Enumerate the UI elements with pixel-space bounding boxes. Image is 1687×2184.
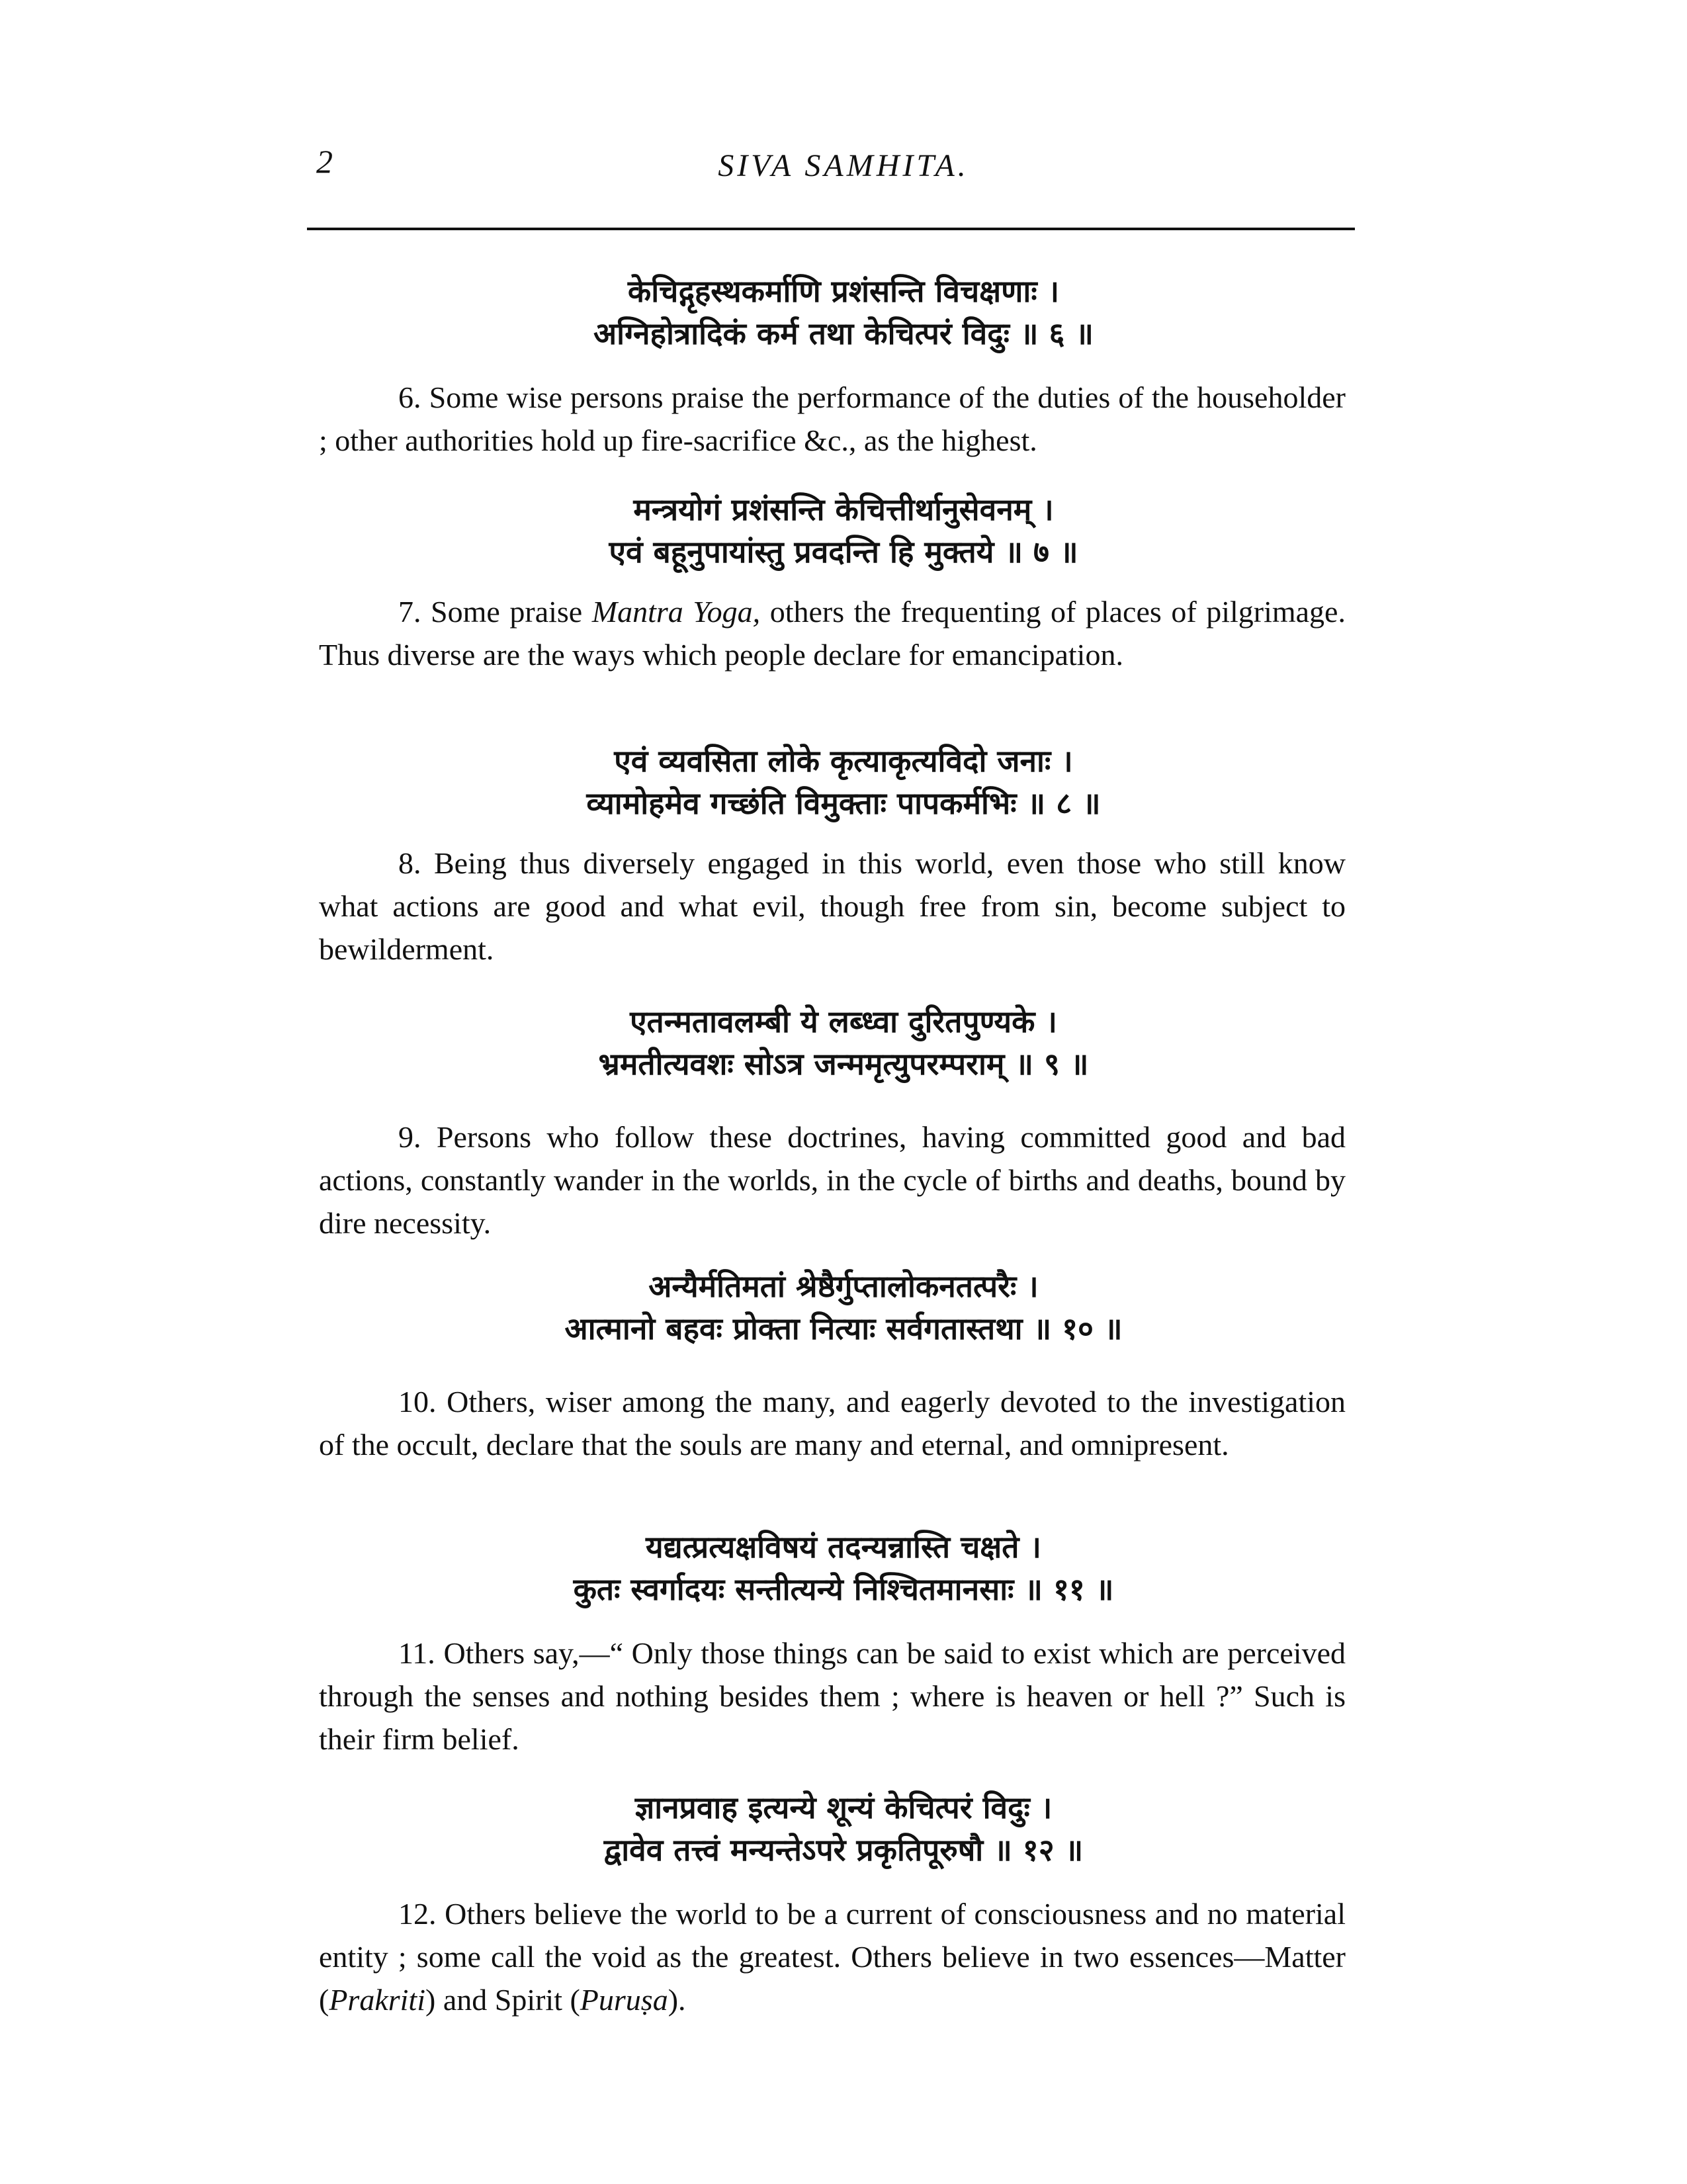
verse-6 — [0, 270, 1687, 355]
translation-text: ) and Spirit ( — [425, 1983, 580, 2017]
translation-text: Some praise — [431, 595, 592, 629]
verse-line: एतन्मतावलम्बी ये लब्ध्वा दुरितपुण्यके । — [630, 1004, 1057, 1039]
translation-text: Others, wiser among the many, and eagerly devoted to the investigation of the occult, declare that the souls are many and eternal, and omnipresent. — [319, 1385, 1346, 1462]
verse-line: कुतः स्वर्गादयः सन्तीत्यन्ये निश्चितमानसाः ॥ ११ ॥ — [573, 1571, 1114, 1607]
translation-text: ). — [668, 1983, 686, 2017]
translation-italic: Mantra Yoga, — [591, 595, 761, 629]
translation-10 — [319, 1380, 1346, 1466]
verse-number: 9. — [398, 1120, 421, 1154]
translation-11 — [319, 1632, 1346, 1761]
verse-7 — [0, 488, 1687, 573]
verse-number: 7. — [398, 595, 421, 629]
translation-7 — [319, 590, 1346, 676]
verse-9 — [0, 1000, 1687, 1085]
verse-12 — [0, 1786, 1687, 1871]
translation-italic: Prakriti — [329, 1983, 425, 2017]
translation-text: Being thus diversely engaged in this world, even those who still know what actions are good and what evil, though free from sin, become subject to bewilderment. — [319, 846, 1346, 966]
verse-number: 8. — [398, 846, 421, 880]
translation-6 — [319, 376, 1346, 462]
verse-line: भ्रमतीत्यवशः सोऽत्र जन्ममृत्युपरम्पराम् ॥ ९ ॥ — [598, 1046, 1089, 1082]
verse-line: केचिद्गृहस्थकर्माणि प्रशंसन्ति विचक्षणाः । — [627, 273, 1060, 309]
translation-text: Some wise persons praise the performance of the duties of the householder ; other authorities hold up fire-sacrifice &c., as the highest. — [319, 380, 1346, 457]
verse-number: 12. — [398, 1897, 437, 1931]
translation-text: others the frequenting of places of pilgrimage. Thus diverse are the ways which people declare for emancipation. — [319, 595, 1346, 672]
verse-line: ज्ञानप्रवाह इत्यन्ये शून्यं केचित्परं विदुः । — [634, 1790, 1053, 1825]
translation-text: Others believe the world to be a current of consciousness and no material entity ; some call the void as the greatest. Others believe in two essences—Matter ( — [319, 1897, 1346, 2017]
page-number: 2 — [316, 143, 333, 180]
running-title: SIVA SAMHITA. — [718, 148, 969, 183]
verse-line: अन्यैर्मतिमतां श्रेष्ठैर्गुप्तालोकनतत्परैः । — [648, 1268, 1039, 1304]
verse-8 — [0, 740, 1687, 824]
verse-line: आत्मानो बहवः प्रोक्ता नित्याः सर्वगतास्तथा ॥ १० ॥ — [564, 1311, 1123, 1346]
translation-8 — [319, 842, 1346, 971]
verse-line: व्यामोहमेव गच्छंति विमुक्ताः पापकर्मभिः ॥ ८ ॥ — [586, 785, 1101, 821]
verse-line: एवं व्यवसिता लोके कृत्याकृत्यविदो जनाः । — [614, 743, 1073, 779]
verse-number: 6. — [398, 380, 421, 414]
header-rule — [307, 228, 1355, 230]
translation-text: Others say,—“ Only those things can be said to exist which are perceived through the senses and nothing besides them ; where is heaven or hell ?” Such is their firm belief. — [319, 1636, 1346, 1756]
verse-line: अग्निहोत्रादिकं कर्म तथा केचित्परं विदुः ॥ ६ ॥ — [593, 316, 1094, 351]
verse-number: 10. — [398, 1385, 437, 1419]
translation-italic: Puruṣa — [580, 1983, 668, 2017]
verse-10 — [0, 1265, 1687, 1350]
verse-line: एवं बहूनुपायांस्तु प्रवदन्ति हि मुक्तये ॥ ७ ॥ — [609, 534, 1078, 570]
verse-11 — [0, 1526, 1687, 1610]
verse-line: यद्यत्प्रत्यक्षविषयं तदन्यन्नास्ति चक्षते । — [646, 1529, 1041, 1565]
verse-line: मन्त्रयोगं प्रशंसन्ति केचित्तीर्थानुसेवनम् । — [633, 492, 1054, 527]
translation-text: Persons who follow these doctrines, having committed good and bad actions, constantly wander in the worlds, in the cycle of births and deaths, bound by dire necessity. — [319, 1120, 1346, 1240]
verse-line: द्वावेव तत्त्वं मन्यन्तेऽपरे प्रकृतिपूरुषौ ॥ १२ ॥ — [603, 1832, 1084, 1868]
translation-9 — [319, 1115, 1346, 1245]
translation-12 — [319, 1892, 1346, 2021]
verse-number: 11. — [398, 1636, 435, 1670]
